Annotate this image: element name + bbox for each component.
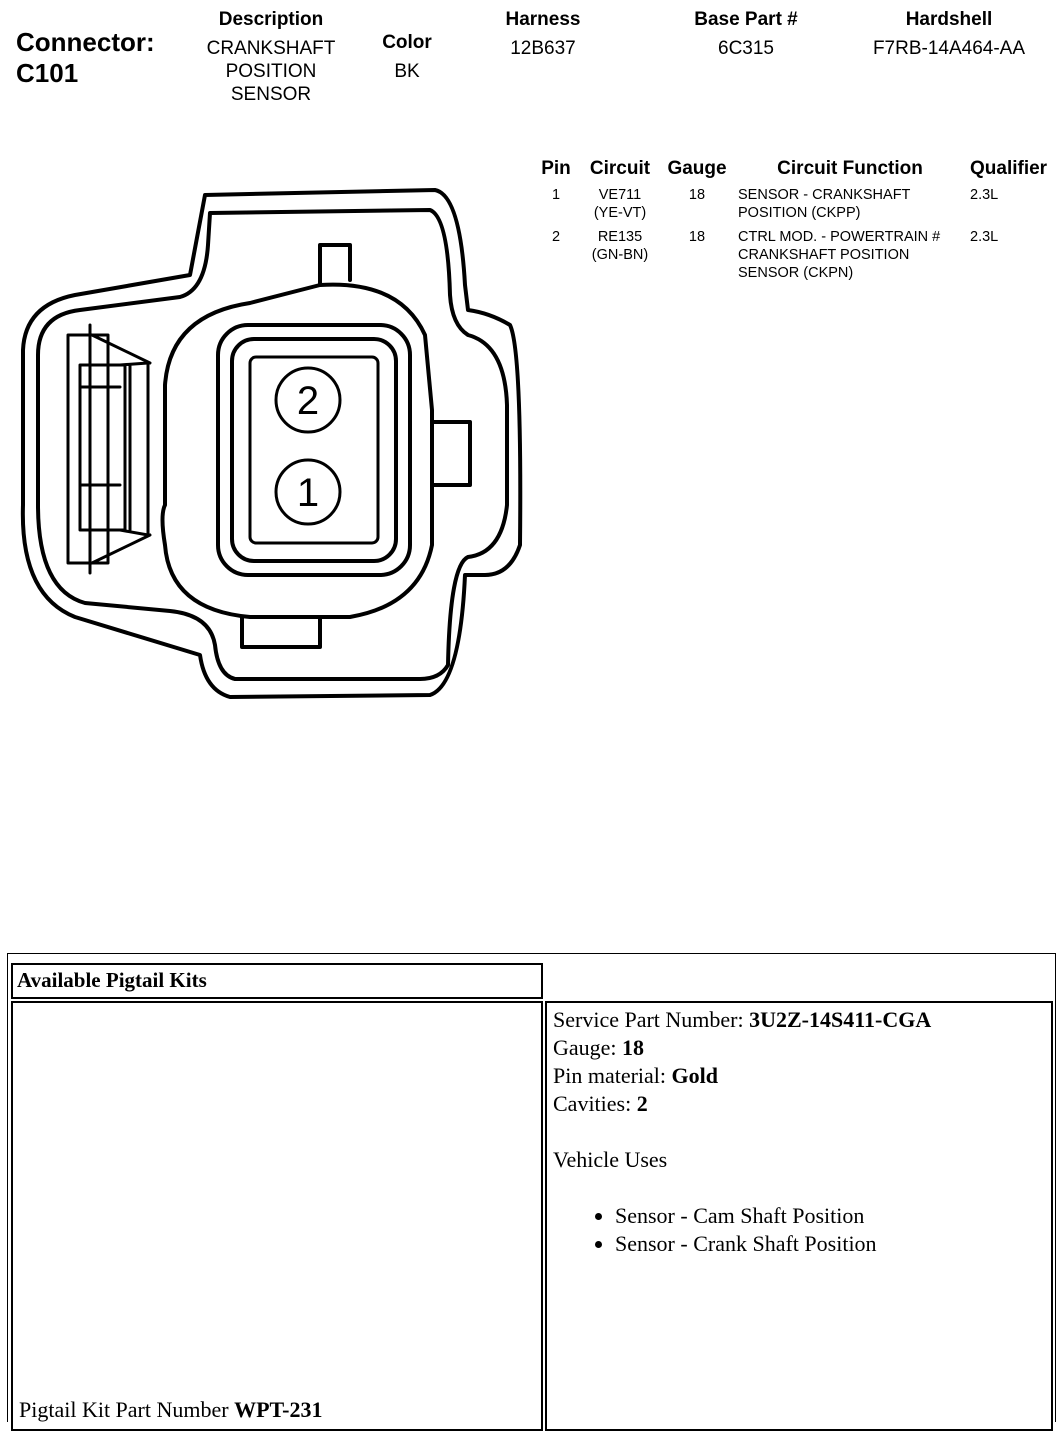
base-part-block	[666, 9, 826, 60]
function-line: CTRL MOD. - POWERTRAIN #	[738, 229, 941, 245]
harness-label: Harness	[505, 9, 581, 30]
circuit-color: (GN-BN)	[591, 247, 649, 263]
kit-details-cell	[545, 1001, 1053, 1431]
pin-2-label: 2	[296, 379, 320, 423]
hardshell-label: Hardshell	[905, 9, 993, 30]
pin-material-label: Pin material:	[553, 1063, 672, 1088]
contact-housing-outer	[218, 325, 410, 575]
table-row	[532, 186, 1064, 228]
qualifier-cell: 2.3L	[970, 187, 999, 203]
function-line: SENSOR - CRANKSHAFT	[738, 187, 911, 203]
right-tab	[432, 422, 470, 485]
contact-housing-inner	[232, 339, 396, 561]
gauge-row	[553, 1034, 1045, 1062]
circuit-code: RE135	[597, 229, 643, 245]
pin-table	[532, 158, 1064, 288]
color-block	[357, 32, 457, 83]
table-row	[532, 228, 1064, 288]
header-gauge: Gauge	[667, 158, 727, 179]
description-block	[170, 9, 372, 106]
connector-id: C101	[16, 58, 79, 88]
header-pin: Pin	[541, 158, 571, 179]
hardshell-block	[858, 9, 1040, 60]
pin-material-row	[553, 1062, 1045, 1090]
function-line: POSITION (CKPP)	[738, 205, 861, 221]
left-latch-tabs	[80, 365, 125, 530]
color-value: BK	[394, 61, 420, 82]
circuit-code: VE711	[598, 187, 642, 203]
description-line: CRANKSHAFT	[206, 38, 336, 59]
kits-title: Available Pigtail Kits	[17, 968, 207, 992]
header-qualifier: Qualifier	[970, 158, 1048, 179]
function-line: SENSOR (CKPN)	[738, 265, 854, 281]
vehicle-uses-list	[553, 1202, 1045, 1258]
service-part-value: 3U2Z-14S411-CGA	[749, 1007, 932, 1032]
vehicle-uses-label: Vehicle Uses	[553, 1147, 668, 1172]
service-part-row	[553, 1006, 1045, 1034]
kit-part-label: Pigtail Kit Part Number	[19, 1397, 235, 1422]
kit-part-number	[19, 1397, 323, 1423]
gauge-label: Gauge:	[553, 1035, 623, 1060]
cavities-label: Cavities:	[553, 1091, 637, 1116]
outer-shell-outline	[23, 190, 520, 697]
gauge-cell: 18	[688, 187, 706, 203]
harness-block	[473, 9, 613, 60]
function-line: CRANKSHAFT POSITION	[738, 247, 910, 263]
gauge-value: 18	[622, 1035, 645, 1060]
cavities-value: 2	[636, 1091, 648, 1116]
qualifier-cell: 2.3L	[970, 229, 999, 245]
color-label: Color	[382, 32, 432, 53]
cavities-row	[553, 1090, 1045, 1118]
circuit-cell	[580, 186, 660, 228]
kits-title-cell	[11, 963, 543, 999]
pin-number: 1	[551, 187, 561, 203]
list-item: • Sensor - Cam Shaft Position	[615, 1202, 1045, 1230]
bottom-key-notch	[242, 617, 320, 647]
function-cell	[734, 228, 966, 288]
gauge-cell: 18	[688, 229, 706, 245]
kit-part-value: WPT-231	[234, 1397, 323, 1422]
function-cell	[734, 186, 966, 228]
connector-label: Connector:	[16, 27, 155, 57]
pin-table-header	[532, 158, 1064, 186]
service-part-label: Service Part Number:	[553, 1007, 750, 1032]
connector-face-diagram	[20, 185, 530, 705]
hardshell-value: F7RB-14A464-AA	[872, 38, 1026, 59]
connector-title	[16, 27, 155, 89]
pin-number: 2	[551, 229, 561, 245]
base-part-label: Base Part #	[694, 9, 798, 30]
circuit-color: (YE-VT)	[593, 205, 647, 221]
body-outline	[163, 285, 433, 617]
top-key-notch	[320, 245, 350, 285]
header-circuit-function: Circuit Function	[777, 158, 923, 179]
pin-material-value: Gold	[671, 1063, 718, 1088]
base-part-value: 6C315	[718, 38, 774, 59]
description-line: POSITION	[225, 61, 317, 82]
header-circuit: Circuit	[589, 158, 651, 179]
harness-value: 12B637	[510, 38, 576, 59]
pigtail-kits-section	[7, 953, 1056, 1422]
circuit-cell	[580, 228, 660, 288]
description-line: SENSOR	[230, 84, 312, 105]
list-item: • Sensor - Crank Shaft Position	[615, 1230, 1045, 1258]
description-label: Description	[218, 9, 324, 30]
kit-image-cell	[11, 1001, 543, 1431]
pin-1-label: 1	[296, 471, 320, 515]
